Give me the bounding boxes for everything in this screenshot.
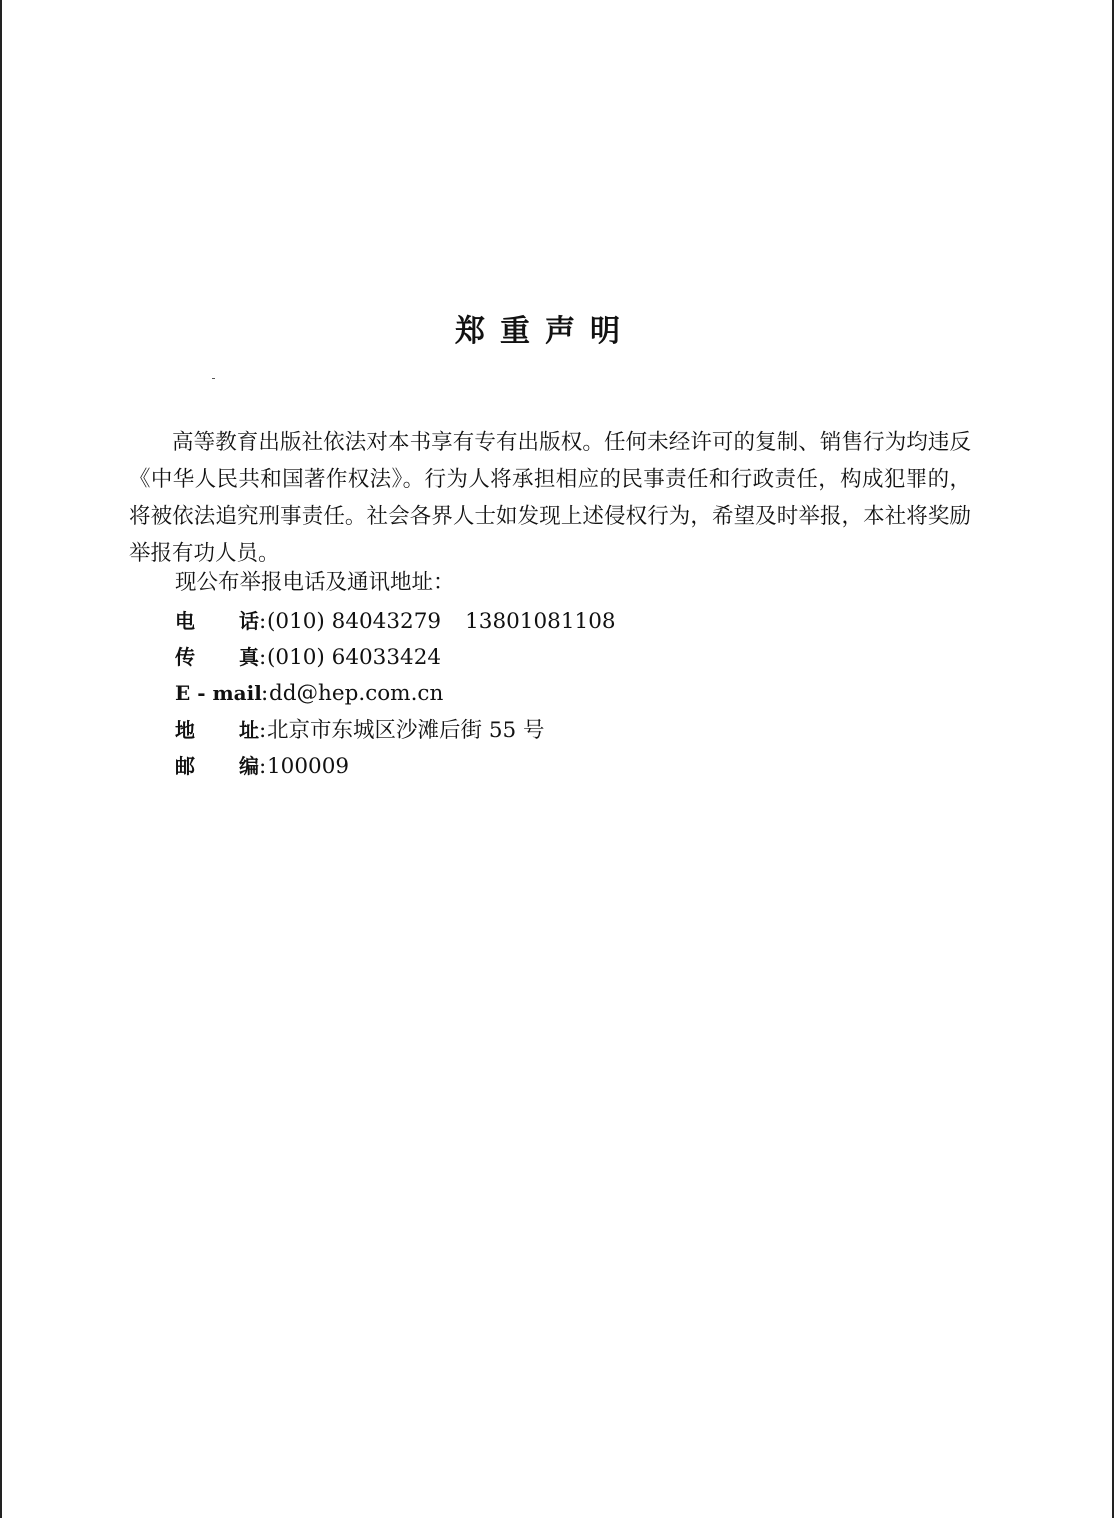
- report-intro: 现公布举报电话及通讯地址：: [175, 570, 455, 595]
- contact-address: [175, 715, 545, 745]
- colon-separator: :: [259, 754, 267, 779]
- colon-separator: :: [261, 681, 269, 706]
- postcode-label: 邮编: [175, 754, 259, 778]
- page-left-edge: [0, 0, 2, 1518]
- mobile-value: 13801081108: [465, 609, 616, 634]
- email-value: dd@hep.com.cn: [269, 681, 444, 706]
- fax-label: 传真: [175, 645, 259, 669]
- phone-label: 电话: [175, 609, 259, 633]
- colon-separator: :: [259, 718, 267, 743]
- contact-postcode: [175, 751, 349, 781]
- colon-separator: :: [259, 609, 267, 634]
- email-label: E - mail: [175, 681, 262, 705]
- address-value: 北京市东城区沙滩后街 55 号: [267, 718, 545, 743]
- page-right-edge: [1112, 0, 1114, 1518]
- phone-value: (010) 84043279: [267, 609, 442, 634]
- colon-separator: :: [259, 645, 267, 670]
- fax-value: (010) 64033424: [267, 645, 442, 670]
- contact-fax: [175, 642, 441, 672]
- statement-paragraph: 高等教育出版社依法对本书享有专有出版权。任何未经许可的复制、销售行为均违反《中华人民共和国著作权法》。行为人将承担相应的民事责任和行政责任，构成犯罪的，将被依法追究刑事责任。社会各界人士如发现上述侵权行为，希望及时举报，本社将奖励举报有功人员。: [129, 430, 971, 566]
- scan-speck: [212, 378, 215, 379]
- contact-phone: [175, 606, 616, 636]
- contact-email: [175, 678, 443, 708]
- page-title: 郑重声明: [455, 314, 635, 349]
- address-label: 地址: [175, 718, 259, 742]
- postcode-value: 100009: [267, 754, 350, 779]
